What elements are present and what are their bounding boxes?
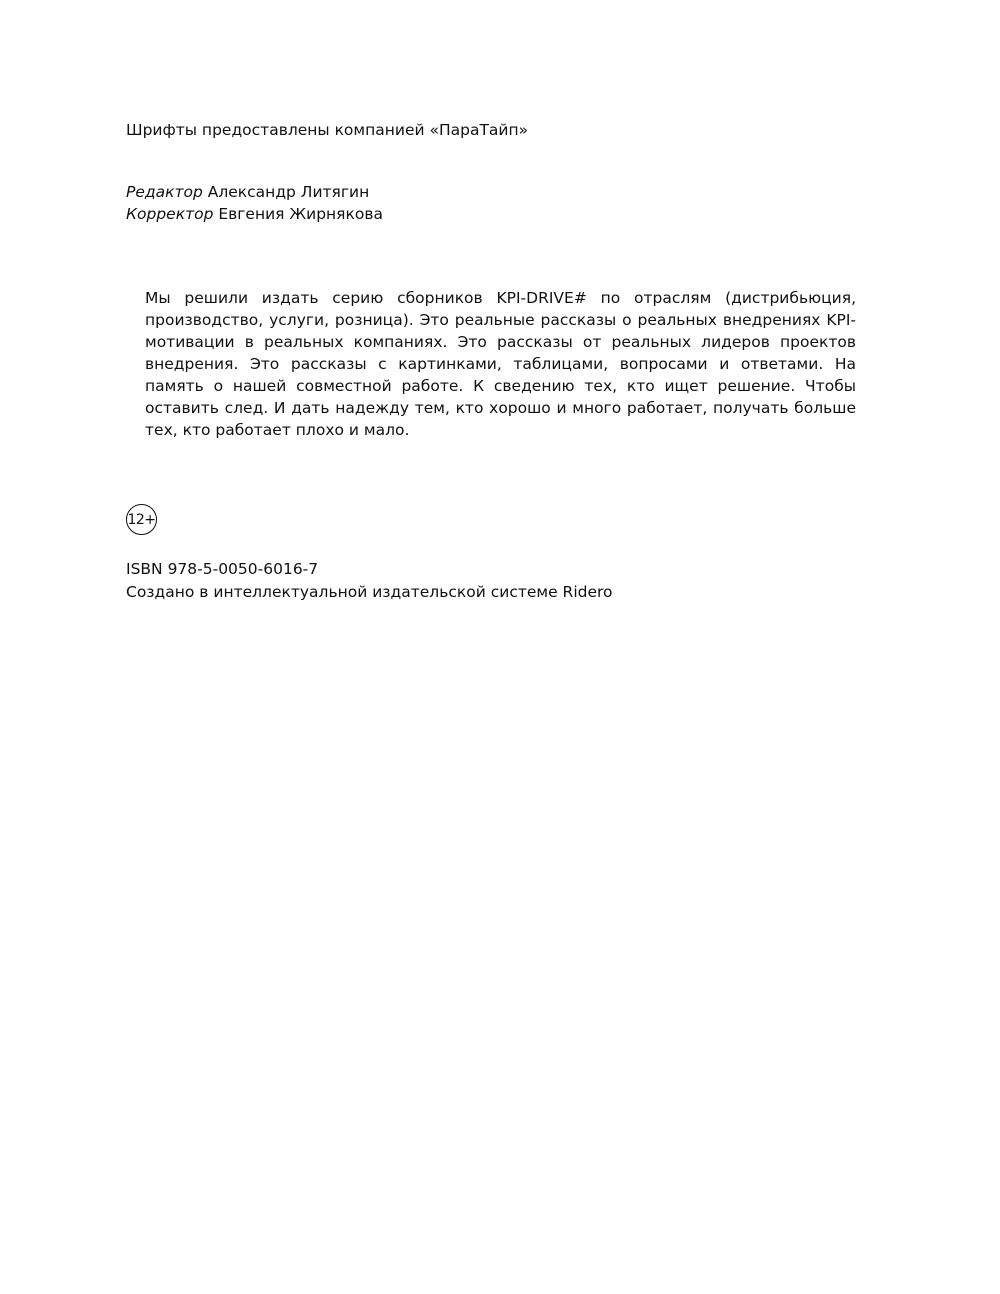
proofreader-name: Евгения Жирнякова (218, 205, 383, 223)
credits-block (126, 181, 383, 225)
age-rating-badge (126, 504, 157, 535)
editor-credit (126, 181, 383, 203)
book-annotation: Мы решили издать серию сборников KPI-DRIVE# по отраслям (дистрибьюция, производство, услуги, розница). Это реальные рассказы о реальных внедрениях KPI-мотивации в реальных компаниях. Это рассказы от реальных лидеров проектов внедрения. Это рассказы с картинками, таблицами, вопросами и ответами. На память о нашей совместной работе. К сведению тех, кто ищет решение. Чтобы оставить след. И дать надежду тем, кто хорошо и много работает, получать больше тех, кто работает плохо и мало. (145, 289, 856, 439)
publisher-note: Создано в интеллектуальной издательской системе Ridero (126, 583, 613, 601)
proofreader-credit (126, 203, 383, 225)
editor-role: Редактор (126, 183, 203, 201)
proofreader-role: Корректор (126, 205, 214, 223)
isbn: ISBN 978-5-0050-6016-7 (126, 560, 319, 578)
imprint-block (126, 558, 613, 604)
fonts-credit: Шрифты предоставлены компанией «ПараТайп» (126, 121, 529, 139)
editor-name: Александр Литягин (207, 183, 370, 201)
age-rating-label: 12+ (127, 511, 156, 528)
